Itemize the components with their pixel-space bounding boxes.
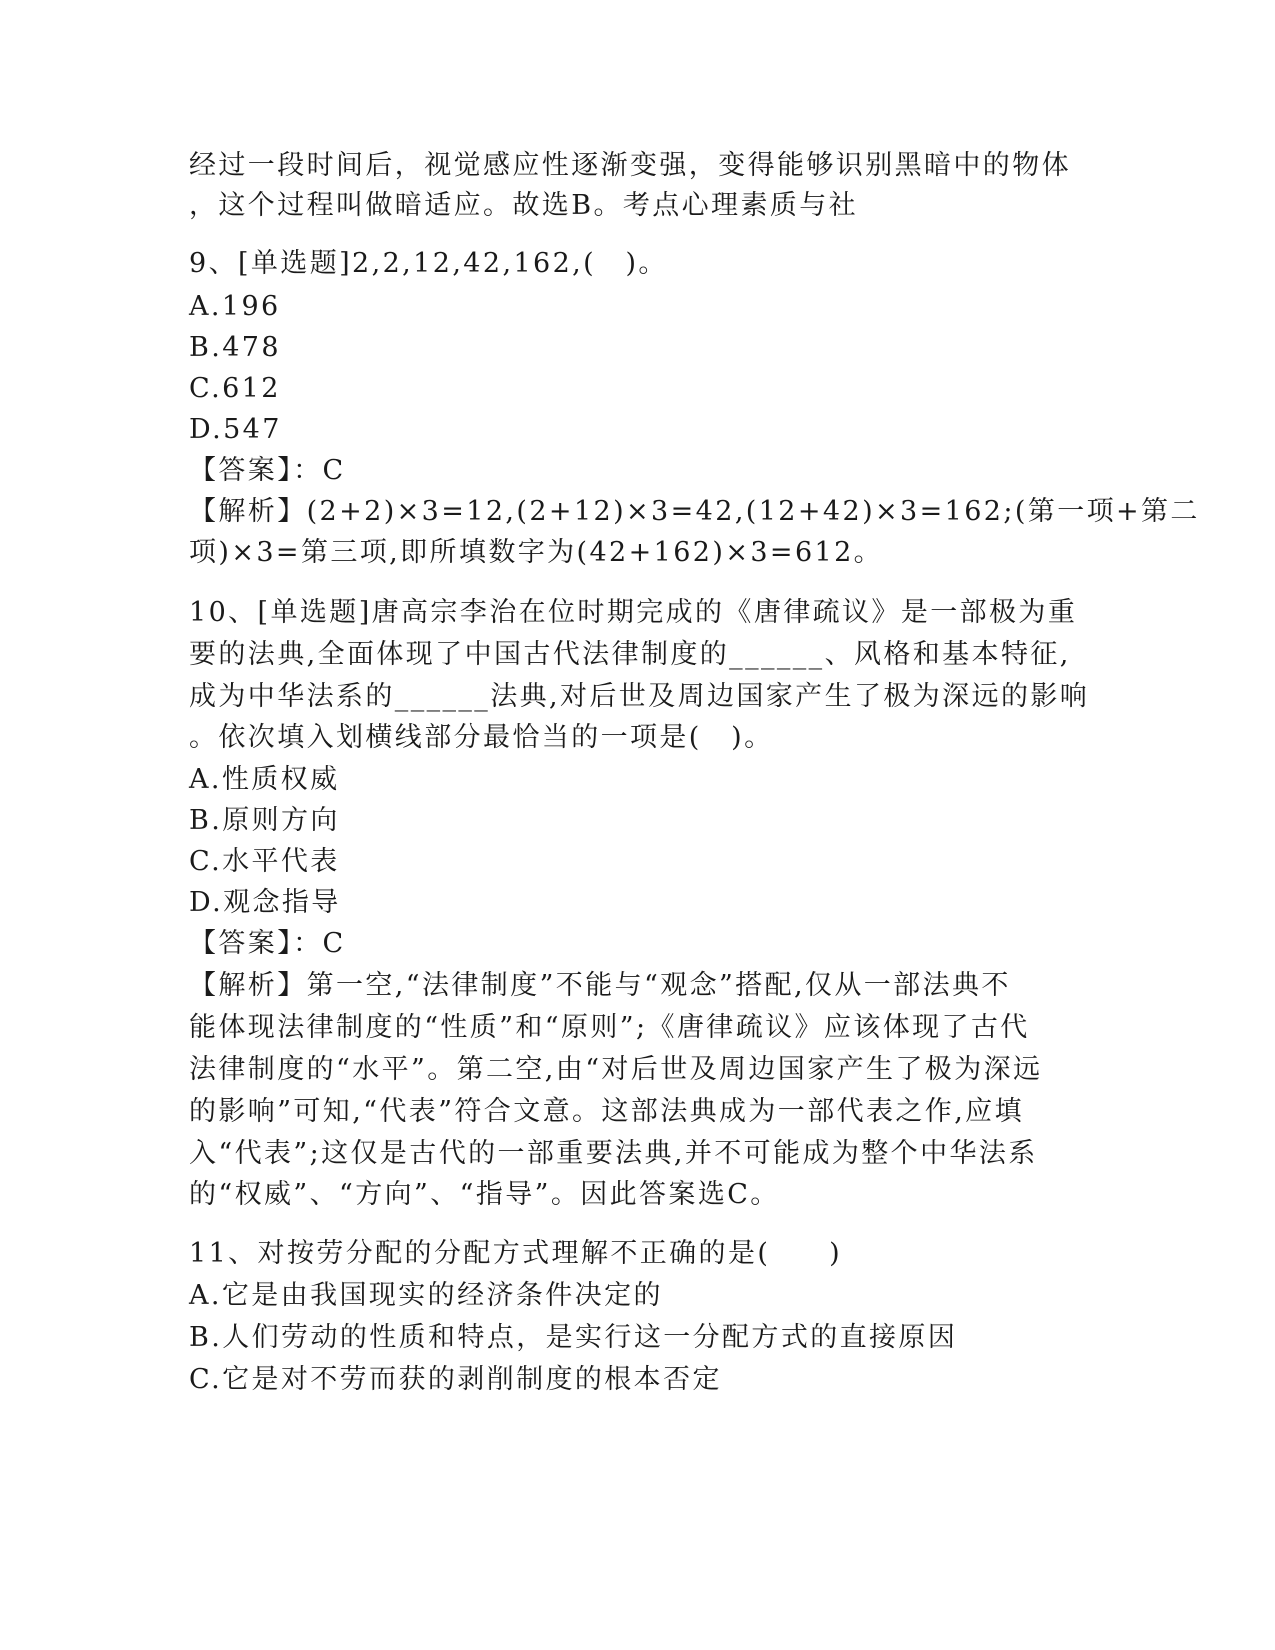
q10-option-a: A.性质权威 [189, 764, 340, 795]
q8-explanation-line-2: ，这个过程叫做暗适应。故选B。考点心理素质与社 [189, 190, 859, 221]
q10-explanation-line-2: 能体现法律制度的“性质”和“原则”;《唐律疏议》应该体现了古代 [189, 1012, 1030, 1043]
q10-option-b: B.原则方向 [189, 805, 340, 836]
q10-question-line-3: 成为中华法系的______法典,对后世及周边国家产生了极为深远的影响 [189, 681, 1090, 712]
q10-explanation-line-4: 的影响”可知,“代表”符合文意。这部法典成为一部代表之作,应填 [189, 1096, 1024, 1127]
q9-option-d: D.547 [189, 414, 282, 445]
q10-question-line-1: 10、[单选题]唐高宗李治在位时期完成的《唐律疏议》是一部极为重 [189, 597, 1078, 628]
q9-question: 9、[单选题]2,2,12,42,162,( )。 [189, 248, 668, 279]
q10-question-line-2: 要的法典,全面体现了中国古代法律制度的______、风格和基本特征, [189, 639, 1071, 670]
q11-question: 11、对按劳分配的分配方式理解不正确的是( ) [189, 1238, 843, 1269]
q9-explanation-line-2: 项)×3=第三项,即所填数字为(42+162)×3=612。 [189, 537, 884, 568]
q9-option-c: C.612 [189, 373, 281, 404]
q11-option-a: A.它是由我国现实的经济条件决定的 [189, 1280, 663, 1311]
q8-explanation-line-1: 经过一段时间后，视觉感应性逐渐变强，变得能够识别黑暗中的物体 [189, 150, 1071, 181]
q11-option-b: B.人们劳动的性质和特点，是实行这一分配方式的直接原因 [189, 1322, 958, 1353]
q10-explanation-line-3: 法律制度的“水平”。第二空,由“对后世及周边国家产生了极为深远 [189, 1054, 1043, 1085]
q9-option-b: B.478 [189, 332, 281, 363]
q10-question-line-4: 。依次填入划横线部分最恰当的一项是( )。 [189, 722, 774, 753]
q10-option-c: C.水平代表 [189, 846, 340, 877]
q9-explanation-line-1: 【解析】(2+2)×3=12,(2+12)×3=42,(12+42)×3=162;(第一项+第二 [189, 496, 1200, 527]
q11-option-c: C.它是对不劳而获的剥削制度的根本否定 [189, 1364, 722, 1395]
q10-answer: 【答案】：C [189, 928, 346, 959]
q10-explanation-line-5: 入“代表”;这仅是古代的一部重要法典,并不可能成为整个中华法系 [189, 1138, 1038, 1169]
q9-answer: 【答案】：C [189, 455, 346, 486]
q9-option-a: A.196 [189, 291, 281, 322]
q10-option-d: D.观念指导 [189, 887, 341, 918]
q10-explanation-line-1: 【解析】第一空,“法律制度”不能与“观念”搭配,仅从一部法典不 [189, 970, 1011, 1001]
q10-explanation-line-6: 的“权威”、“方向”、“指导”。因此答案选C。 [189, 1179, 780, 1210]
